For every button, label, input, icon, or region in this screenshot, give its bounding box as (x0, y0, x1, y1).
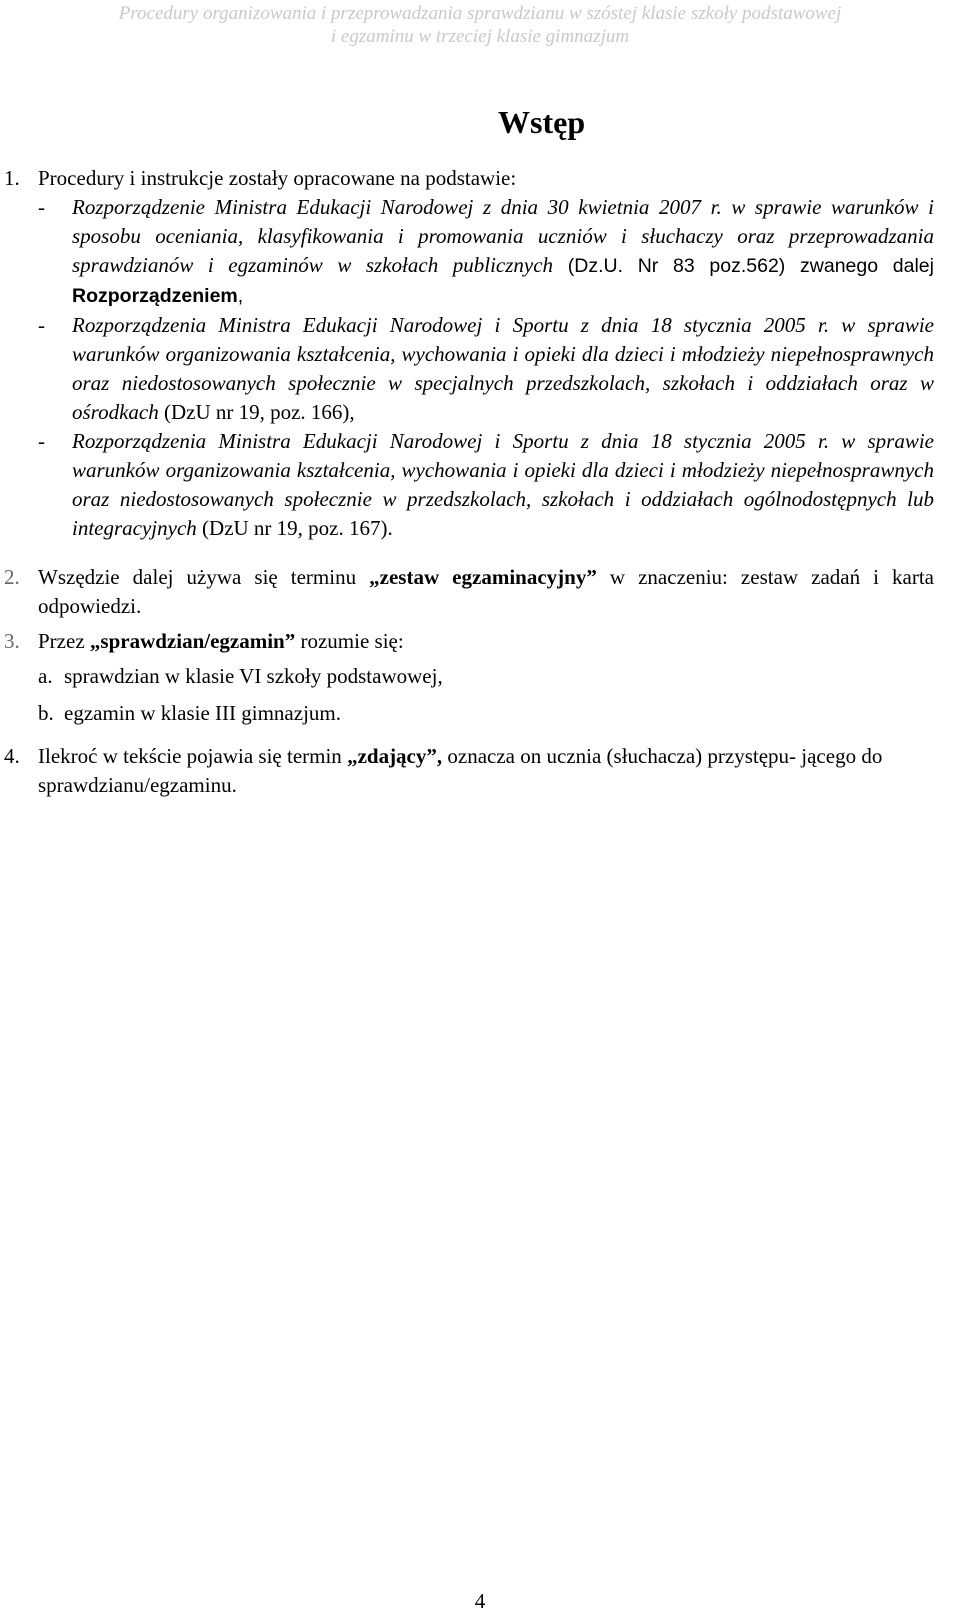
item-intro: Procedury i instrukcje zostały opracowane na podstawie: (38, 166, 517, 190)
item-number: 3. (4, 629, 20, 653)
sub-item-b (38, 699, 934, 728)
item-text: Wszędzie dalej używa się terminu (38, 565, 370, 589)
source-text (72, 193, 934, 311)
item-number: 4. (4, 744, 20, 768)
defined-term: „zestaw egzaminacyjny” (369, 565, 597, 589)
running-header-line-1: Procedury organizowania i przeprowadzania sprawdzianu w szóstej klasie szkoły podstawowej (118, 3, 842, 24)
sub-item-letter: a. (38, 664, 53, 688)
running-header-line-2: i egzaminu w trzeciej klasie gimnazjum (330, 26, 630, 47)
source-item-3 (38, 427, 934, 543)
regulation-title: Rozporządzenia Ministra Edukacji Narodowej i Sportu z dnia 18 stycznia 2005 r. w sprawie warunków organizowania kształcenia, wychowania i opieki dla dzieci i młodzieży niepełnosprawnych oraz niedostosowanych społecznie w specjalnych przedszkolach, szkołach i oddziałach oraz w ośrodkach (72, 313, 934, 424)
item-number: 2. (4, 565, 20, 589)
list-item-1 (4, 164, 934, 543)
sub-item-letter: b. (38, 701, 54, 725)
defined-term: „zdający”, (347, 744, 443, 768)
list-item-2 (4, 563, 934, 621)
source-item-2 (38, 311, 934, 427)
item-intro (38, 627, 934, 656)
running-header (0, 2, 960, 48)
list-item-4 (4, 742, 934, 800)
item-content (38, 563, 934, 621)
item-content (38, 627, 934, 736)
list-item-3 (4, 627, 934, 736)
regulation-reference: (Dz.U. Nr 83 poz.562) zwanego dalej (553, 255, 934, 277)
source-text (72, 311, 934, 427)
source-item-1 (38, 193, 934, 311)
item-text: oznacza on ucznia (słuchacza) przystępu- jącego do sprawdzianu/egzaminu. (38, 744, 883, 797)
sub-item-text: egzamin w klasie III gimnazjum. (64, 701, 341, 725)
document-body (4, 164, 934, 800)
dash-bullet: - (38, 429, 45, 453)
section-title: Wstęp (498, 104, 586, 140)
source-text (72, 427, 934, 543)
item-text: Ilekroć w tekście pojawia się termin (38, 744, 348, 768)
sub-item-text: sprawdzian w klasie VI szkoły podstawowej, (64, 664, 443, 688)
item-content (38, 742, 934, 800)
source-tail: , (237, 285, 244, 307)
item-text: Przez (38, 629, 90, 653)
defined-term: Rozporządzeniem (72, 285, 238, 307)
regulation-reference: (DzU nr 19, poz. 167). (196, 516, 393, 540)
item-number: 1. (4, 166, 20, 190)
regulation-reference: (DzU nr 19, poz. 166), (158, 400, 355, 424)
item-text: w znaczeniu: zestaw zadań i karta odpowiedzi. (38, 565, 934, 618)
dash-bullet: - (38, 195, 45, 219)
page-number: 4 (474, 1589, 486, 1613)
defined-term: „sprawdzian/egzamin” (89, 629, 296, 653)
regulation-title: Rozporządzenie Ministra Edukacji Narodowej z dnia 30 kwietnia 2007 r. w sprawie warunków i sposobu oceniania, klasyfikowania i promowania uczniów i słuchaczy oraz przeprowadzania sprawdzianów i egzaminów w szkołach publicznych (72, 195, 934, 277)
dash-bullet: - (38, 313, 45, 337)
item-text: rozumie się: (295, 629, 404, 653)
sub-item-a (38, 662, 934, 691)
regulation-title: Rozporządzenia Ministra Edukacji Narodowej i Sportu z dnia 18 stycznia 2005 r. w sprawie warunków organizowania kształcenia, wychowania i opieki dla dzieci i młodzieży niepełnosprawnych oraz niedostosowanych społecznie w przedszkolach, szkołach i oddziałach ogólnodostępnych lub integracyjnych (72, 429, 934, 540)
item-content (38, 164, 934, 543)
